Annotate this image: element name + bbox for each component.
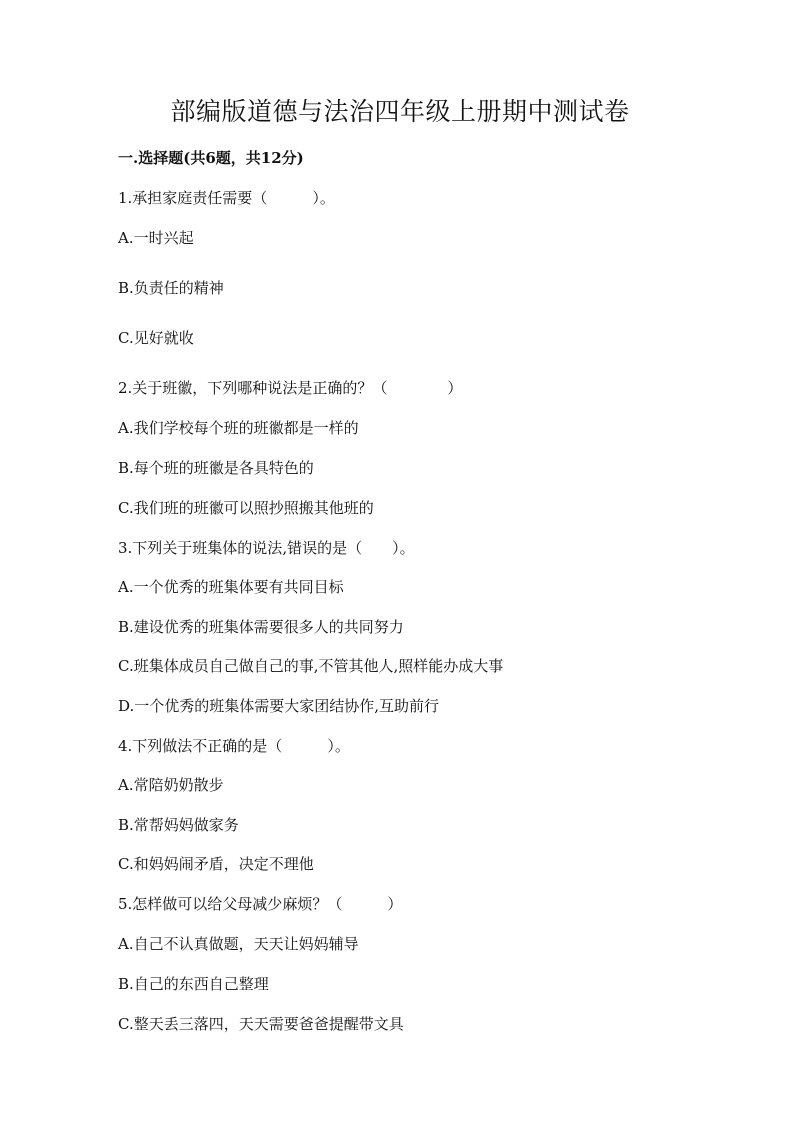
question-2-option-a: A.我们学校每个班的班徽都是一样的	[118, 419, 359, 437]
question-1-stem: 1.承担家庭责任需要（ ）。	[118, 189, 335, 207]
question-5-option-a: A.自己不认真做题，天天让妈妈辅导	[118, 935, 359, 953]
section-heading: 一.选择题(共6题，共12分)	[118, 149, 304, 167]
question-2-stem: 2.关于班徽，下列哪种说法是正确的？（ ）	[118, 379, 463, 397]
question-3-option-b: B.建设优秀的班集体需要很多人的共同努力	[118, 618, 404, 636]
question-3-option-a: A.一个优秀的班集体要有共同目标	[118, 578, 344, 596]
question-4-stem: 4.下列做法不正确的是（ ）。	[118, 737, 350, 755]
question-1-option-c: C.见好就收	[118, 329, 194, 347]
question-5-option-c: C.整天丢三落四，天天需要爸爸提醒带文具	[118, 1015, 404, 1033]
question-5-option-b: B.自己的东西自己整理	[118, 975, 269, 993]
question-3-option-d: D.一个优秀的班集体需要大家团结协作,互助前行	[118, 697, 440, 715]
page-title: 部编版道德与法治四年级上册期中测试卷	[170, 97, 630, 126]
question-1-option-a: A.一时兴起	[118, 229, 194, 247]
question-4-option-b: B.常帮妈妈做家务	[118, 816, 239, 834]
question-2-option-c: C.我们班的班徽可以照抄照搬其他班的	[118, 499, 374, 517]
question-2-option-b: B.每个班的班徽是各具特色的	[118, 459, 314, 477]
question-3-option-c: C.班集体成员自己做自己的事,不管其他人,照样能办成大事	[118, 657, 504, 675]
question-5-stem: 5.怎样做可以给父母减少麻烦？（ ）	[118, 895, 403, 913]
question-3-stem: 3.下列关于班集体的说法,错误的是（ ）。	[118, 539, 415, 557]
question-4-option-c: C.和妈妈闹矛盾，决定不理他	[118, 855, 314, 873]
question-4-option-a: A.常陪奶奶散步	[118, 776, 224, 794]
question-1-option-b: B.负责任的精神	[118, 279, 224, 297]
